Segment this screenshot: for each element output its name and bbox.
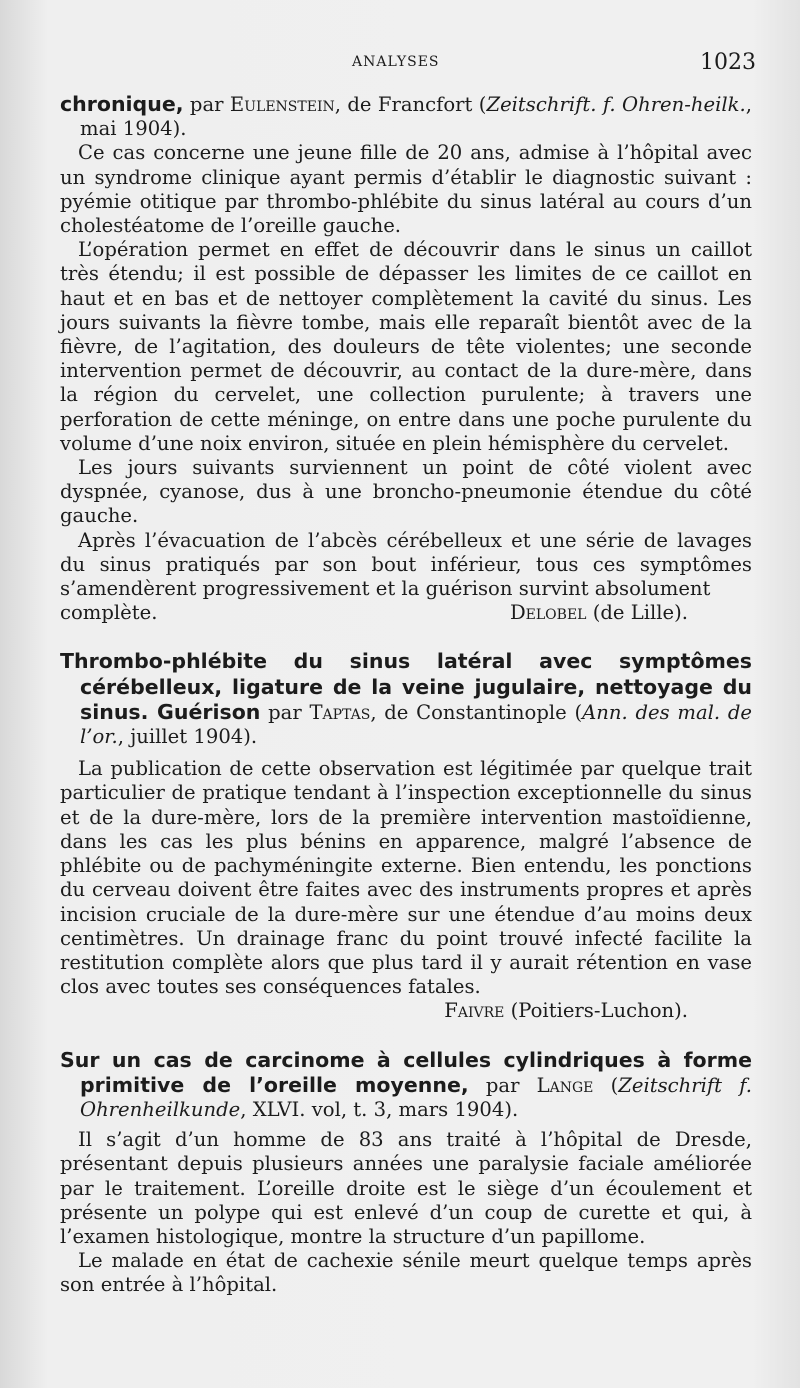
article-1-paragraph: Après l’évacuation de l’abcès cérébelleux et une série de lavages du sinus pratiqués par son bout inférieur, tous ces symptômes s’amendèrent progressivement et la guérison survint absolument (60, 528, 752, 601)
article-2-paragraph: La publication de cette observation est légitimée par quelque trait particulier de pratique tendant à l’inspection exceptionnelle du sinus et de la dure-mère, lors de la première intervention mastoïdienne, dans les cas les plus bénins en apparence, malgré l’absence de phlébite ou de pachyméningite externe. Bien entendu, les ponctions du cerveau doivent être faites avec des instruments propres et après incision cruciale de la dure-mère sur une étendue d’au moins deux centimètres. Un drainage franc du point trouvé infecté facilite la restitution complète alors que plus tard il y aurait rétention en vase clos avec toutes ses conséquences fatales. (60, 757, 752, 999)
running-head-title: ANALYSES (352, 54, 440, 70)
article-2-signature: Faivre (Poitiers-Luchon). (444, 999, 688, 1023)
page-body (60, 92, 752, 1298)
spacer (60, 749, 752, 757)
spacer (60, 1024, 752, 1048)
article-3-title: Sur un cas de carcinome à cellules cylindriques à forme primitive de l’oreille moyenne, (60, 1047, 752, 1097)
article-1-heading: chronique, par Eulenstein, de Francfort (Zeitschrift. f. Ohren-heilk., mai 1904). (60, 92, 752, 141)
article-1-paragraph: Ce cas concerne une jeune fille de 20 ans, admise à l’hôpital avec un syndrome clinique ayant permis d’établir le diagnostic suivant : pyémie otitique par thrombo-phlébite du sinus latéral au cours d’un cholestéatome de l’oreille gauche. (60, 141, 752, 238)
spacer (60, 625, 752, 649)
article-1-last-line: complète. (60, 601, 158, 625)
running-head (0, 50, 800, 80)
article-1-title: chronique, (60, 92, 184, 116)
article-3-source: Zeitschrift f. Ohrenheilkunde (80, 1073, 752, 1121)
article-3-heading: Sur un cas de carcinome à cellules cylindriques à forme primitive de l’oreille moyenne, par Lange (Zeitschrift f. Ohrenheilkunde, XLVI. vol, t. 3, mars 1904). (60, 1047, 752, 1121)
article-2-source: Ann. des mal. de l’or. (80, 700, 752, 749)
article-3-author: Lange (536, 1073, 594, 1097)
article-1-paragraph: L’opération permet en effet de découvrir dans le sinus un caillot très étendu; il est possible de dépasser les limites de ce caillot en haut et en bas et de nettoyer complètement la cavité du sinus. Les jours suivants la fièvre tombe, mais elle reparaît bientôt avec de la fièvre, de l’agitation, des douleurs de tête violentes; une seconde intervention permet de découvrir, au contact de la dure-mère, dans la région du cervelet, une collection purulente; à travers une perforation de cette méninge, on entre dans une poche purulente du volume d’une noix environ, située en plein hémisphère du cervelet. (60, 238, 752, 455)
article-1-signature: Delobel (de Lille). (509, 601, 688, 625)
article-3-paragraph: Le malade en état de cachexie sénile meurt quelque temps après son entrée à l’hôpital. (60, 1249, 752, 1297)
article-1-paragraph: Les jours suivants surviennent un point de côté violent avec dyspnée, cyanose, dus à une broncho-pneumonie étendue du côté gauche. (60, 456, 752, 528)
article-2-heading: Thrombo-phlébite du sinus latéral avec symptômes cérébelleux, ligature de la veine jugulaire, nettoyage du sinus. Guérison par Taptas, de Constantinople (Ann. des mal. de l’or., juillet 1904). (60, 649, 752, 749)
article-2-title: Thrombo-phlébite du sinus latéral avec symptômes cérébelleux, ligature de la veine jugulaire, nettoyage du sinus. Guérison (60, 649, 752, 724)
article-2-author: Taptas (309, 700, 371, 724)
page-number: 1023 (700, 50, 756, 75)
article-1-source: Zeitschrift. f. Ohren-heilk. (486, 93, 746, 116)
article-1-author: Eulenstein (229, 93, 335, 116)
article-1-signature-line (60, 601, 752, 625)
article-3-paragraph: Il s’agit d’un homme de 83 ans traité à l’hôpital de Dresde, présentant depuis plusieurs années une paralysie faciale améliorée par le traitement. L’oreille droite est le siège d’un écoulement et présente un polype qui est enlevé d’un coup de curette et qui, à l’examen histologique, montre la structure d’un papillome. (60, 1128, 752, 1248)
